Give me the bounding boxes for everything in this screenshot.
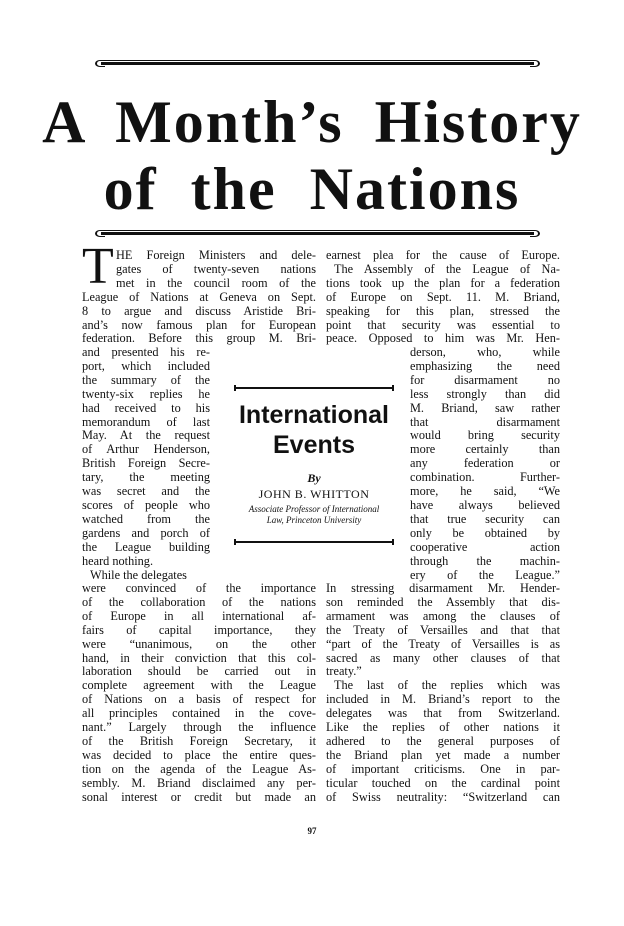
text-line: that disarmament (410, 414, 560, 429)
author-affiliation-line-1: Associate Professor of International (248, 504, 380, 514)
text-line: would bring security (410, 428, 560, 443)
text-line: speaking for this plan, stressed the (326, 303, 560, 318)
page-number: 97 (307, 826, 317, 836)
left-column-narrow-text (82, 346, 210, 582)
text-line: have always believed (410, 497, 560, 512)
text-line: British Foreign Secre- (82, 456, 210, 471)
text-line: delegates was that from Switzerland. (326, 706, 560, 721)
title-bottom-ornamental-rule (95, 230, 540, 237)
text-line: of Swiss neutrality: “Switzerland can (326, 789, 560, 804)
text-line: less strongly than did (410, 386, 560, 401)
right-column-top-text (326, 249, 560, 346)
text-line: adhered to the general purposes of (326, 733, 560, 748)
box-bottom-rule (234, 539, 394, 545)
page-title-line-2: of the Nations (103, 156, 521, 222)
text-line: met in the council room of the (116, 275, 316, 290)
text-line: scores of people who (82, 497, 210, 512)
text-line: treaty.” (326, 664, 362, 679)
text-line: had received to his (82, 400, 210, 415)
text-line: sembly. M. Briand disclaimed any per- (82, 775, 316, 790)
text-line: The last of the replies which was (334, 678, 560, 693)
author-name: JOHN B. WHITTON (258, 487, 370, 501)
top-ornamental-rule (95, 60, 540, 67)
text-line: sacred as many other clauses of that (326, 650, 560, 665)
text-line: fairs of capital importance, they (82, 622, 316, 637)
text-line: through the machin- (410, 553, 560, 568)
text-line: sonal interest or credit but made an (82, 789, 316, 804)
text-line: the summary of the (82, 372, 210, 387)
text-line: federation. Before this group M. Bri- (82, 331, 316, 346)
text-line: the Briand plan yet made a number (326, 747, 560, 762)
text-line: for disarmament no (410, 372, 560, 387)
text-line: laboration should be carried out in (82, 664, 316, 679)
text-line: was decided to place the entire ques- (82, 747, 316, 762)
text-line: was secret and the (82, 484, 210, 499)
text-line: nant.” Largely through the influence (82, 720, 316, 735)
international-events-box (234, 385, 394, 555)
text-line: twenty-six replies he (82, 386, 210, 401)
text-line: memorandum of last (82, 414, 210, 429)
text-line: watched from the (82, 511, 210, 526)
text-line: Like the replies of other nations it (326, 720, 560, 735)
text-line: port, which included (82, 358, 210, 373)
text-line: peace. Opposed to him was Mr. Hen- (326, 331, 560, 346)
text-line: point that security was essential to (326, 317, 560, 332)
text-line: HE Foreign Ministers and dele- (116, 248, 316, 262)
text-line: gates of twenty-seven nations (116, 261, 316, 276)
text-line: ticular touched on the cardinal point (326, 775, 560, 790)
text-line: The Assembly of the League of Na- (334, 261, 560, 276)
text-line: were convinced of the importance (82, 581, 316, 595)
page-title-line-1: A Month’s History (42, 89, 582, 155)
text-line: of Nations on a basis of respect for (82, 692, 316, 707)
text-line: League of Nations at Geneva on Sept. (82, 289, 316, 304)
text-line: combination. Further- (410, 470, 560, 485)
text-line: son reminded the Assembly that dis- (326, 594, 560, 609)
text-line: more certainly than (410, 442, 560, 457)
author-affiliation-line-2: Law, Princeton University (266, 515, 362, 525)
text-line: tion on the agenda of the League As- (82, 761, 316, 776)
box-heading-line-2: Events (273, 431, 355, 459)
text-line: derson, who, while (410, 345, 560, 359)
text-line: armament was among the clauses of (326, 608, 560, 623)
text-line: emphasizing the need (410, 358, 560, 373)
text-line: hand, in their conviction that this col- (82, 650, 316, 665)
text-line: In stressing disarmament Mr. Hender- (326, 581, 560, 595)
byline-label: By (307, 471, 321, 485)
left-column-bottom-text (82, 582, 316, 805)
text-line: earnest plea for the cause of Europe. (326, 248, 560, 262)
text-line: of important criticisms. One in par- (326, 761, 560, 776)
text-line: the League building (82, 539, 210, 554)
text-line: cooperative action (410, 539, 560, 554)
text-line: M. Briand, saw rather (410, 400, 560, 415)
text-line: any federation or (410, 456, 560, 471)
text-line: of the collaboration of the nations (82, 594, 316, 609)
box-top-rule (234, 385, 394, 391)
text-line: of Europe on Sept. 11. M. Briand, (326, 289, 560, 304)
text-line: only be obtained by (410, 525, 560, 540)
text-line: were “unanimous, on the other (82, 636, 316, 651)
text-line: tary, the meeting (82, 470, 210, 485)
text-line: of Arthur Henderson, (82, 442, 210, 457)
text-line: and’s now famous plan for European (82, 317, 316, 332)
text-line: that true security can (410, 511, 560, 526)
right-column-bottom-text (326, 582, 560, 805)
box-heading-line-1: International (238, 401, 389, 429)
text-line: While the delegates (90, 567, 187, 582)
text-line: ery of the League.” (410, 567, 560, 582)
text-line: tions took up the plan for a federation (326, 275, 560, 290)
text-line: included in M. Briand’s report to the (326, 692, 560, 707)
text-line: complete agreement with the League (82, 678, 316, 693)
text-line: of the British Foreign Secretary, it (82, 733, 316, 748)
text-line: heard nothing. (82, 553, 154, 568)
text-line: more, he said, “We (410, 484, 560, 499)
drop-cap: T (82, 238, 114, 295)
text-line: “part of the Treaty of Versailles is as (326, 636, 560, 651)
text-line: May. At the request (82, 428, 210, 443)
text-line: and presented his re- (82, 345, 210, 359)
text-line: 8 to argue and discuss Aristide Bri- (82, 303, 316, 318)
text-line: of Europe in all international af- (82, 608, 316, 623)
text-line: all principles contained in the cove- (82, 706, 316, 721)
left-column-top-text (82, 249, 316, 346)
right-column-narrow-text (410, 346, 560, 582)
text-line: gardens and porch of (82, 525, 210, 540)
text-line: the Treaty of Versailles and that that (326, 622, 560, 637)
